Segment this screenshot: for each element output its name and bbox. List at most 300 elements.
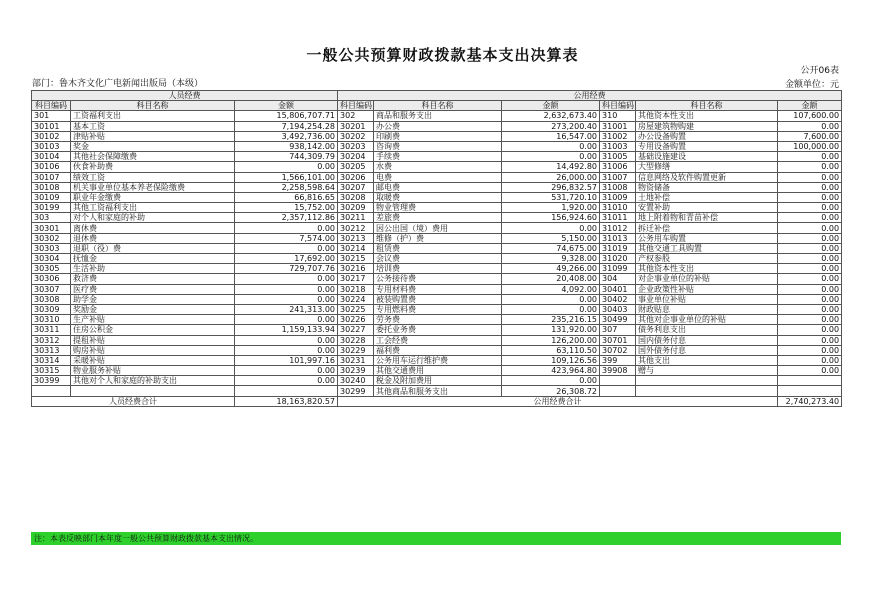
cell-code: 30207 [338,182,374,192]
cell-amount: 423,964.80 [502,366,600,376]
cell-code: 30303 [32,243,71,253]
cell-name: 地上附着物和青苗补偿 [636,213,778,223]
cell-name: 赠与 [636,366,778,376]
cell-amount: 241,313.00 [235,304,338,314]
cell-name [636,386,778,396]
cell-code: 31010 [600,203,636,213]
cell-name: 培训费 [374,264,502,274]
table-row [32,121,842,131]
cell-code: 39908 [600,366,636,376]
cell-name: 物资储备 [636,182,778,192]
cell-code: 30203 [338,141,374,151]
footnote: 注：本表反映部门本年度一般公共预算财政拨款基本支出情况。 [31,532,841,545]
cell-code: 31002 [600,131,636,141]
table-row [32,315,842,325]
cell-amount: 0.00 [778,233,842,243]
table-row [32,264,842,274]
cell-name: 伙食补助费 [71,162,235,172]
header-name: 科目名称 [71,101,235,111]
cell-amount: 0.00 [235,284,338,294]
cell-name: 差旅费 [374,213,502,223]
table-row [32,366,842,376]
header-code: 科目编码 [338,101,374,111]
cell-name: 退休费 [71,233,235,243]
cell-amount: 156,924.60 [502,213,600,223]
cell-code: 30306 [32,274,71,284]
cell-code: 31008 [600,182,636,192]
cell-name: 公务接待费 [374,274,502,284]
cell-code: 30314 [32,355,71,365]
cell-name [636,376,778,386]
cell-amount: 235,216.15 [502,315,600,325]
cell-code: 30226 [338,315,374,325]
cell-name: 医疗费 [71,284,235,294]
cell-name: 房屋建筑物购建 [636,121,778,131]
cell-name: 因公出国（境）费用 [374,223,502,233]
cell-code: 30108 [32,182,71,192]
cell-name: 基本工资 [71,121,235,131]
cell-code: 30212 [338,223,374,233]
cell-name: 专用材料费 [374,284,502,294]
cell-name: 其他工资福利支出 [71,203,235,213]
cell-code: 30107 [32,172,71,182]
cell-amount: 49,266.00 [502,264,600,274]
cell-code: 31013 [600,233,636,243]
cell-name: 机关事业单位基本养老保险缴费 [71,182,235,192]
cell-amount: 0.00 [778,304,842,314]
cell-code: 304 [600,274,636,284]
cell-code: 30240 [338,376,374,386]
cell-name: 基础设施建设 [636,152,778,162]
table-row [32,233,842,243]
cell-code: 30202 [338,131,374,141]
cell-code: 31020 [600,254,636,264]
cell-amount: 109,126.56 [502,355,600,365]
cell-amount: 17,692.00 [235,254,338,264]
cell-name: 购房补贴 [71,345,235,355]
cell-amount: 0.00 [235,345,338,355]
cell-code: 30315 [32,366,71,376]
cell-code: 30213 [338,233,374,243]
cell-name: 电费 [374,172,502,182]
section-public: 公用经费 [338,91,842,101]
cell-name: 生产补贴 [71,315,235,325]
cell-name: 办公费 [374,121,502,131]
cell-amount: 126,200.00 [502,335,600,345]
cell-amount: 0.00 [502,304,600,314]
cell-code [600,376,636,386]
cell-amount: 0.00 [235,243,338,253]
cell-code: 30305 [32,264,71,274]
cell-name: 国外债务付息 [636,345,778,355]
table-row [32,213,842,223]
cell-code: 30206 [338,172,374,182]
cell-amount: 0.00 [778,335,842,345]
cell-code: 307 [600,325,636,335]
cell-code: 30499 [600,315,636,325]
cell-amount: 15,752.00 [235,203,338,213]
cell-code: 30216 [338,264,374,274]
cell-name: 其他交通工具购置 [636,243,778,253]
cell-code: 30109 [32,192,71,202]
public-total-value: 2,740,273.40 [778,396,842,406]
table-row [32,304,842,314]
cell-name: 债务利息支出 [636,325,778,335]
cell-code: 30208 [338,192,374,202]
cell-code: 30103 [32,141,71,151]
cell-name: 印刷费 [374,131,502,141]
cell-amount: 0.00 [235,274,338,284]
cell-amount: 66,816.65 [235,192,338,202]
cell-amount: 0.00 [778,366,842,376]
table-row [32,345,842,355]
cell-amount: 0.00 [778,294,842,304]
cell-name: 租赁费 [374,243,502,253]
cell-code: 303 [32,213,71,223]
table-row [32,355,842,365]
cell-name: 劳务费 [374,315,502,325]
cell-code: 310 [600,111,636,121]
cell-name: 职业年金缴费 [71,192,235,202]
cell-name: 拆迁补偿 [636,223,778,233]
cell-code [600,386,636,396]
cell-code: 30308 [32,294,71,304]
cell-code: 30312 [32,335,71,345]
cell-name: 大型修缮 [636,162,778,172]
cell-code: 30102 [32,131,71,141]
cell-code: 30403 [600,304,636,314]
cell-amount: 26,000.00 [502,172,600,182]
cell-name: 会议费 [374,254,502,264]
cell-amount: 3,492,736.00 [235,131,338,141]
cell-code: 30402 [600,294,636,304]
cell-name: 物业管理费 [374,203,502,213]
cell-amount: 938,142.00 [235,141,338,151]
cell-name: 其他对个人和家庭的补助支出 [71,376,235,386]
cell-name: 福利费 [374,345,502,355]
cell-name: 离休费 [71,223,235,233]
cell-amount: 0.00 [235,366,338,376]
cell-amount: 7,600.00 [778,131,842,141]
cell-name: 专用燃料费 [374,304,502,314]
cell-name: 委托业务费 [374,325,502,335]
table-row [32,335,842,345]
cell-name: 其他交通费用 [374,366,502,376]
header-amount: 金额 [778,101,842,111]
cell-name: 救济费 [71,274,235,284]
cell-name: 事业单位补贴 [636,294,778,304]
cell-name: 对企事业单位的补贴 [636,274,778,284]
cell-name: 国内债务付息 [636,335,778,345]
cell-amount: 107,600.00 [778,111,842,121]
cell-name: 退职（役）费 [71,243,235,253]
cell-amount: 0.00 [235,376,338,386]
cell-amount: 2,632,673.40 [502,111,600,121]
cell-code: 30311 [32,325,71,335]
cell-code: 30399 [32,376,71,386]
table-row [32,182,842,192]
personnel-total-label: 人员经费合计 [32,396,235,406]
cell-amount: 101,997.16 [235,355,338,365]
cell-name: 维修（护）费 [374,233,502,243]
cell-amount: 2,357,112.86 [235,213,338,223]
cell-code: 30302 [32,233,71,243]
cell-code: 30299 [338,386,374,396]
header-amount: 金额 [502,101,600,111]
cell-code: 302 [338,111,374,121]
header-code: 科目编码 [600,101,636,111]
cell-name: 其他对企事业单位的补贴 [636,315,778,325]
table-row [32,162,842,172]
cell-amount: 1,920.00 [502,203,600,213]
table-row [32,223,842,233]
form-code: 公开06表 [800,66,839,76]
cell-code: 30702 [600,345,636,355]
cell-amount: 5,150.00 [502,233,600,243]
cell-name: 商品和服务支出 [374,111,502,121]
cell-amount: 0.00 [778,355,842,365]
cell-amount: 100,000.00 [778,141,842,151]
cell-code: 30199 [32,203,71,213]
cell-name: 专用设备购置 [636,141,778,151]
cell-name: 其他资本性支出 [636,264,778,274]
cell-amount: 0.00 [778,213,842,223]
cell-code: 30310 [32,315,71,325]
cell-amount: 0.00 [778,162,842,172]
cell-name: 税金及附加费用 [374,376,502,386]
cell-amount: 0.00 [235,335,338,345]
cell-code: 399 [600,355,636,365]
cell-amount: 0.00 [778,274,842,284]
table-row [32,152,842,162]
cell-amount: 0.00 [778,182,842,192]
table-body [32,111,842,396]
header-name: 科目名称 [374,101,502,111]
cell-name: 企业政策性补贴 [636,284,778,294]
cell-code: 30218 [338,284,374,294]
cell-name: 产权参股 [636,254,778,264]
cell-name: 手续费 [374,152,502,162]
table-row [32,111,842,121]
cell-amount: 0.00 [502,223,600,233]
cell-name: 公务用车运行维护费 [374,355,502,365]
table-row [32,386,842,396]
cell-amount: 0.00 [778,325,842,335]
cell-name: 其他资本性支出 [636,111,778,121]
cell-amount: 0.00 [502,376,600,386]
cell-amount: 20,408.00 [502,274,600,284]
cell-name: 咨询费 [374,141,502,151]
cell-code: 30217 [338,274,374,284]
header-amount: 金额 [235,101,338,111]
cell-name: 办公设备购置 [636,131,778,141]
cell-name: 工会经费 [374,335,502,345]
cell-name: 公务用车购置 [636,233,778,243]
cell-amount: 7,194,254.28 [235,121,338,131]
cell-code: 31005 [600,152,636,162]
cell-amount: 7,574.00 [235,233,338,243]
cell-code: 30239 [338,366,374,376]
cell-name: 津贴补贴 [71,131,235,141]
cell-code: 30205 [338,162,374,172]
cell-code: 30231 [338,355,374,365]
cell-amount: 0.00 [778,345,842,355]
cell-name: 抚恤金 [71,254,235,264]
cell-amount [235,386,338,396]
cell-code: 31011 [600,213,636,223]
cell-name: 物业服务补贴 [71,366,235,376]
cell-amount: 729,707.76 [235,264,338,274]
cell-code: 30309 [32,304,71,314]
cell-amount: 1,566,101.00 [235,172,338,182]
cell-name: 财政贴息 [636,304,778,314]
table-row [32,274,842,284]
cell-amount: 0.00 [502,294,600,304]
cell-name: 其他社会保障缴费 [71,152,235,162]
cell-amount: 0.00 [778,223,842,233]
cell-name: 安置补助 [636,203,778,213]
table-row [32,325,842,335]
cell-amount: 2,258,598.64 [235,182,338,192]
cell-name [71,386,235,396]
personnel-total-value: 18,163,820.57 [235,396,338,406]
cell-amount: 131,920.00 [502,325,600,335]
report-title: 一般公共预算财政拨款基本支出决算表 [306,46,579,64]
cell-amount: 0.00 [778,121,842,131]
cell-name: 对个人和家庭的补助 [71,213,235,223]
cell-name: 邮电费 [374,182,502,192]
cell-code: 30227 [338,325,374,335]
cell-code: 31007 [600,172,636,182]
cell-code: 31019 [600,243,636,253]
cell-amount: 0.00 [778,192,842,202]
cell-amount: 0.00 [778,243,842,253]
cell-amount: 0.00 [778,203,842,213]
cell-amount: 0.00 [235,162,338,172]
cell-code: 30313 [32,345,71,355]
section-personnel: 人员经费 [32,91,338,101]
table-row [32,376,842,386]
table-row [32,284,842,294]
cell-code: 30101 [32,121,71,131]
cell-code: 30201 [338,121,374,131]
cell-code: 30214 [338,243,374,253]
cell-amount: 63,110.50 [502,345,600,355]
unit-label: 金额单位：元 [784,80,839,90]
cell-code: 30204 [338,152,374,162]
cell-name: 工资福利支出 [71,111,235,121]
cell-name: 生活补助 [71,264,235,274]
cell-name: 助学金 [71,294,235,304]
cell-name: 提租补贴 [71,335,235,345]
cell-amount: 0.00 [778,264,842,274]
cell-code: 30104 [32,152,71,162]
cell-amount: 74,675.00 [502,243,600,253]
cell-amount: 0.00 [778,284,842,294]
cell-code: 30401 [600,284,636,294]
cell-code: 301 [32,111,71,121]
table-row [32,243,842,253]
cell-amount: 0.00 [778,315,842,325]
cell-amount [778,386,842,396]
cell-name: 土地补偿 [636,192,778,202]
cell-name: 其他支出 [636,355,778,365]
cell-code: 30211 [338,213,374,223]
cell-code: 31001 [600,121,636,131]
cell-amount: 296,832.57 [502,182,600,192]
cell-amount: 15,806,707.71 [235,111,338,121]
department-label: 部门：鲁木齐文化广电新闻出版局（本级） [32,79,204,89]
cell-amount: 0.00 [778,172,842,182]
cell-code: 30215 [338,254,374,264]
table-row [32,294,842,304]
cell-code: 31006 [600,162,636,172]
cell-name: 被装购置费 [374,294,502,304]
cell-name: 采暖补贴 [71,355,235,365]
cell-amount: 0.00 [778,152,842,162]
table-row [32,172,842,182]
cell-code: 30229 [338,345,374,355]
cell-code: 31012 [600,223,636,233]
cell-code: 30304 [32,254,71,264]
cell-name: 信息网络及软件购置更新 [636,172,778,182]
table-row [32,131,842,141]
cell-amount: 9,328.00 [502,254,600,264]
cell-amount: 0.00 [502,141,600,151]
header-name: 科目名称 [636,101,778,111]
cell-amount: 14,492.80 [502,162,600,172]
header-code: 科目编码 [32,101,71,111]
cell-name: 其他商品和服务支出 [374,386,502,396]
cell-name: 奖金 [71,141,235,151]
cell-amount: 26,308.72 [502,386,600,396]
cell-code: 30701 [600,335,636,345]
cell-code [32,386,71,396]
table-row [32,192,842,202]
cell-name: 取暖费 [374,192,502,202]
cell-code: 30106 [32,162,71,172]
cell-amount: 744,309.79 [235,152,338,162]
cell-amount: 0.00 [235,223,338,233]
cell-code: 31003 [600,141,636,151]
cell-amount: 1,159,133.94 [235,325,338,335]
cell-code: 30224 [338,294,374,304]
cell-amount: 0.00 [502,152,600,162]
cell-amount: 4,092.00 [502,284,600,294]
cell-code: 30209 [338,203,374,213]
cell-amount: 273,200.40 [502,121,600,131]
cell-code: 31009 [600,192,636,202]
cell-amount: 0.00 [778,254,842,264]
cell-amount: 16,547.00 [502,131,600,141]
cell-code: 30301 [32,223,71,233]
table-row [32,203,842,213]
cell-name: 绩效工资 [71,172,235,182]
cell-name: 水费 [374,162,502,172]
cell-code: 31099 [600,264,636,274]
cell-amount: 531,720.10 [502,192,600,202]
cell-code: 30228 [338,335,374,345]
cell-amount: 0.00 [235,315,338,325]
table-row [32,141,842,151]
cell-code: 30225 [338,304,374,314]
expenditure-table [31,90,842,407]
cell-code: 30307 [32,284,71,294]
table-row [32,254,842,264]
cell-name: 住房公积金 [71,325,235,335]
public-total-label: 公用经费合计 [338,396,778,406]
cell-amount [778,376,842,386]
